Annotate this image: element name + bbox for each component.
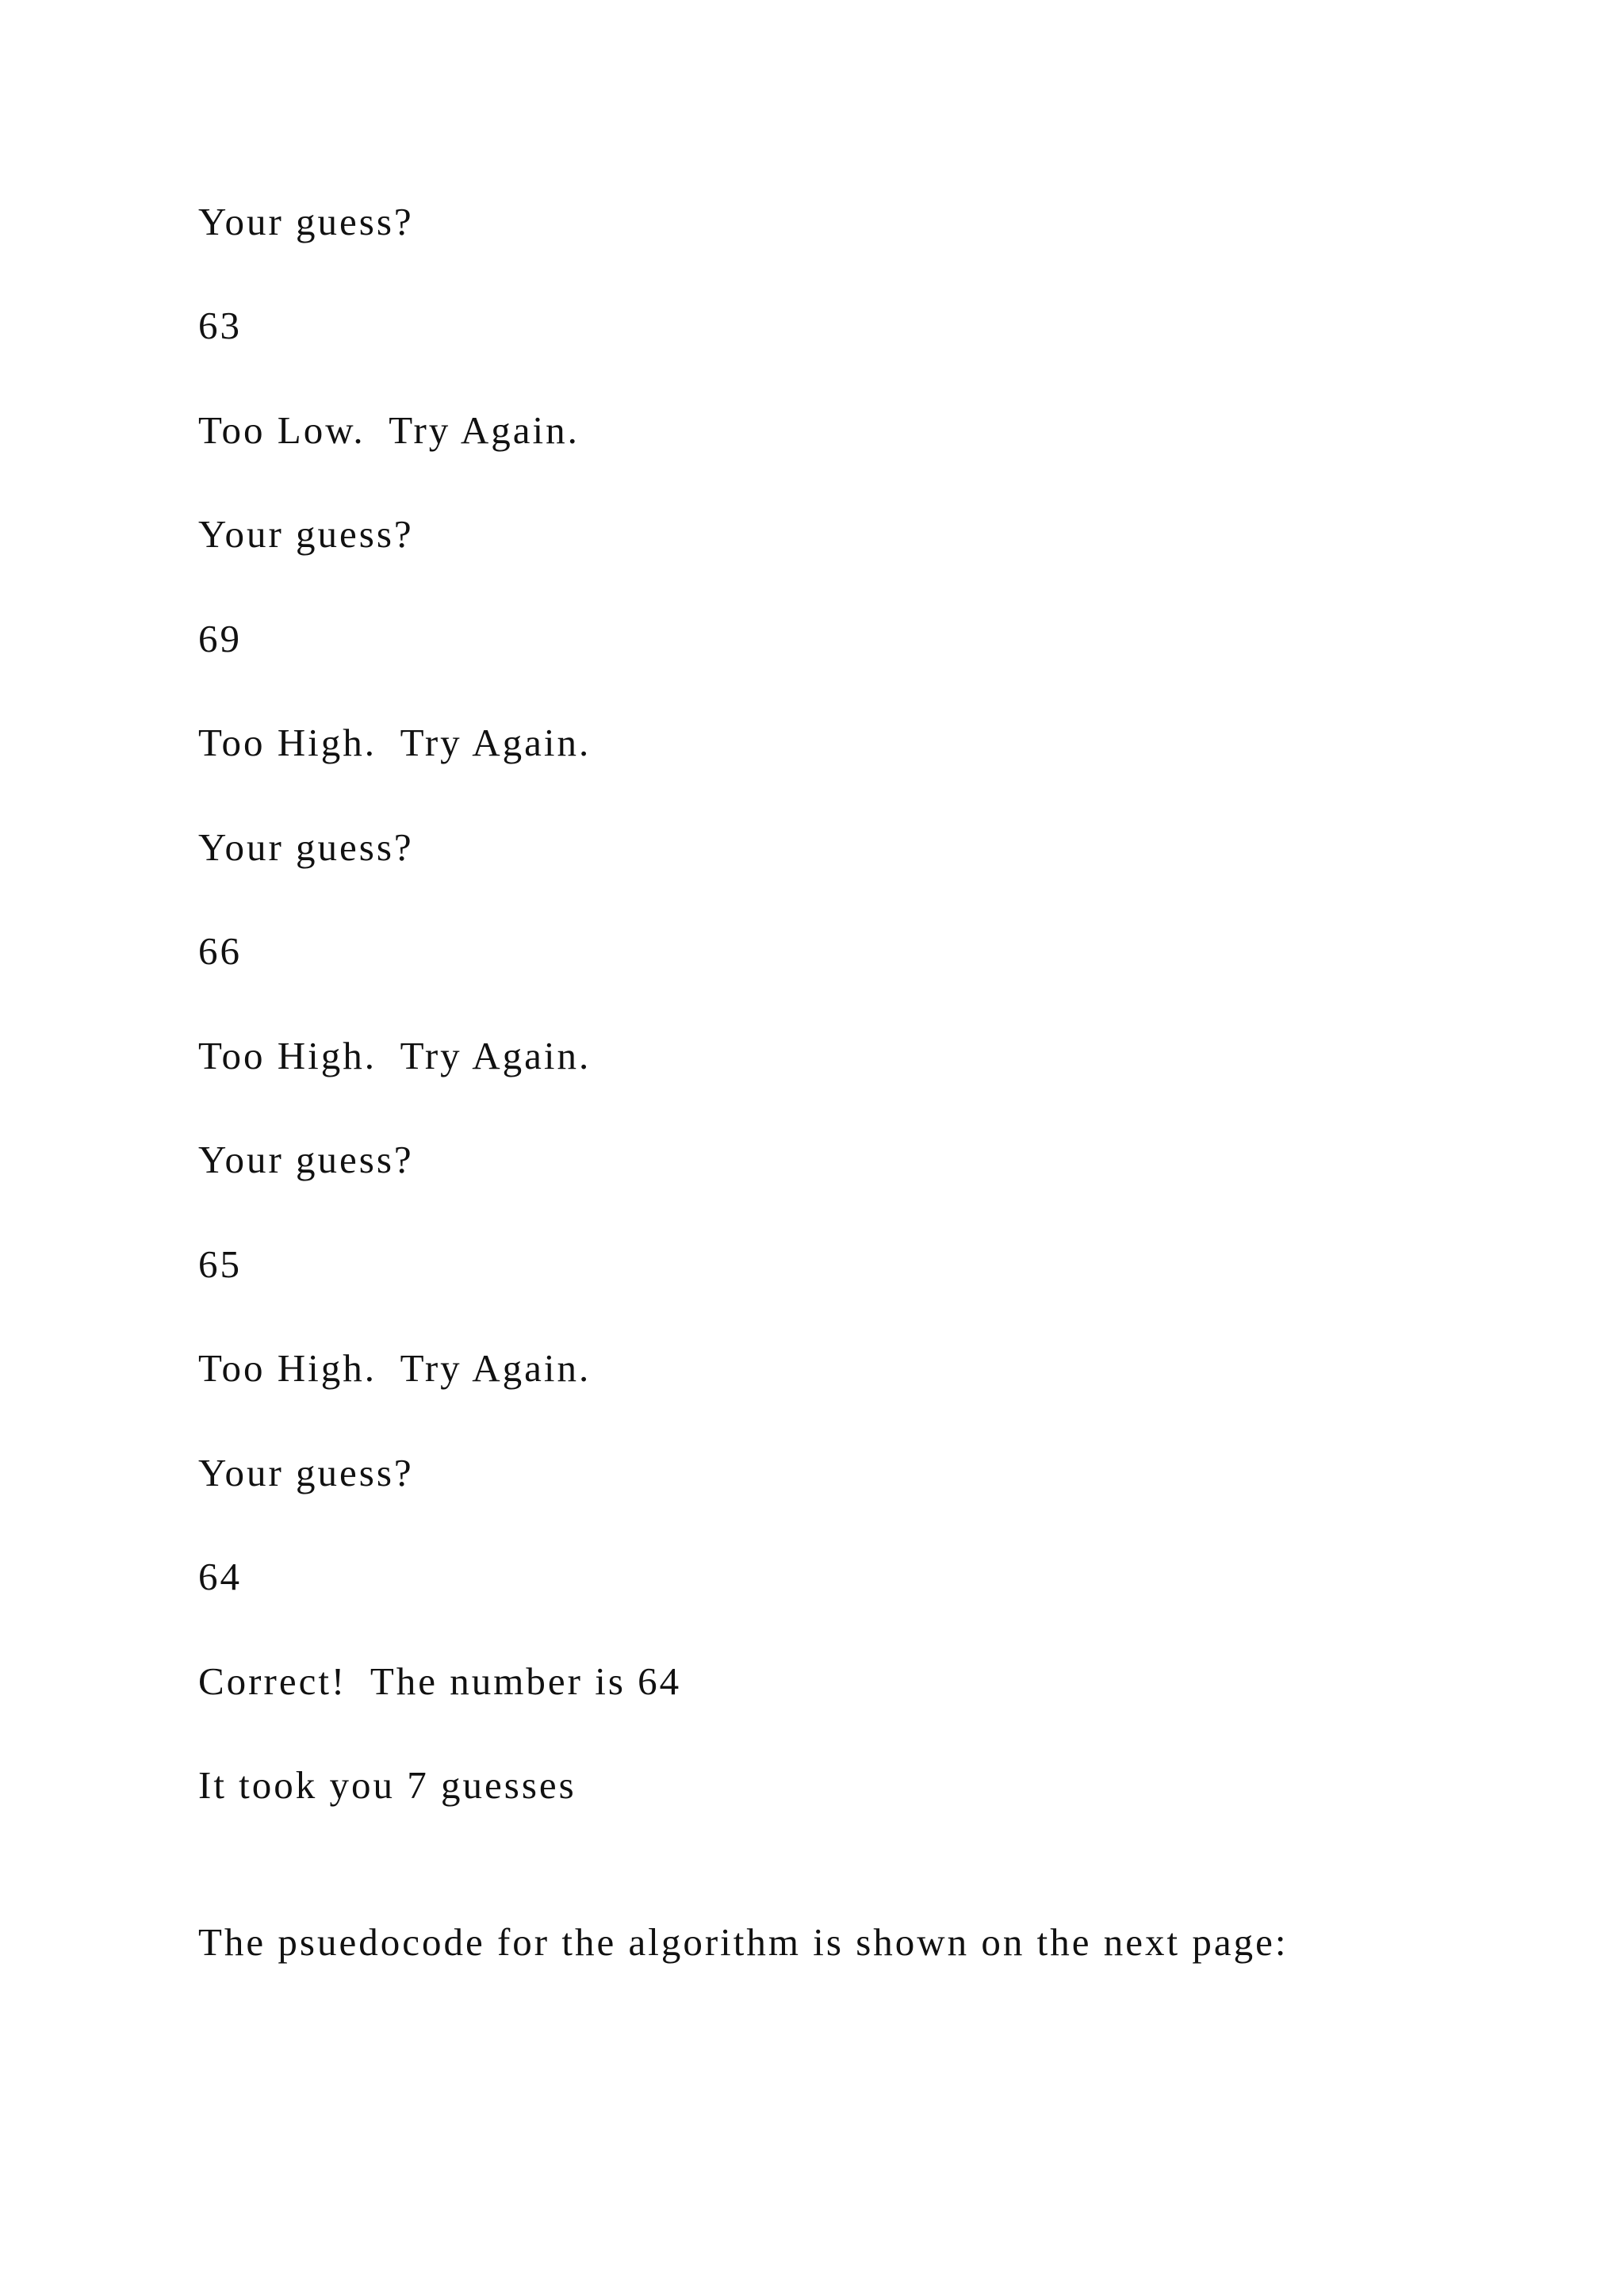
prompt-line: Your guess?	[198, 512, 414, 556]
prompt-line: Your guess?	[198, 1138, 414, 1181]
prompt-line: Your guess?	[198, 1451, 414, 1494]
guess-value: 69	[198, 617, 242, 660]
prompt-line: Your guess?	[198, 200, 414, 243]
prompt-line: Your guess?	[198, 825, 414, 869]
result-line: Correct! The number is 64	[198, 1659, 682, 1703]
guess-value: 65	[198, 1242, 242, 1286]
feedback-line: Too High. Try Again.	[198, 721, 592, 764]
guess-count-line: It took you 7 guesses	[198, 1763, 576, 1807]
feedback-line: Too High. Try Again.	[198, 1034, 592, 1077]
feedback-line: Too Low. Try Again.	[198, 408, 580, 452]
guess-value: 66	[198, 929, 242, 973]
guess-value: 64	[198, 1555, 242, 1598]
guess-value: 63	[198, 304, 242, 347]
feedback-line: Too High. Try Again.	[198, 1346, 592, 1390]
footer-note: The psuedocode for the algorithm is shown on the next page:	[198, 1920, 1289, 1964]
